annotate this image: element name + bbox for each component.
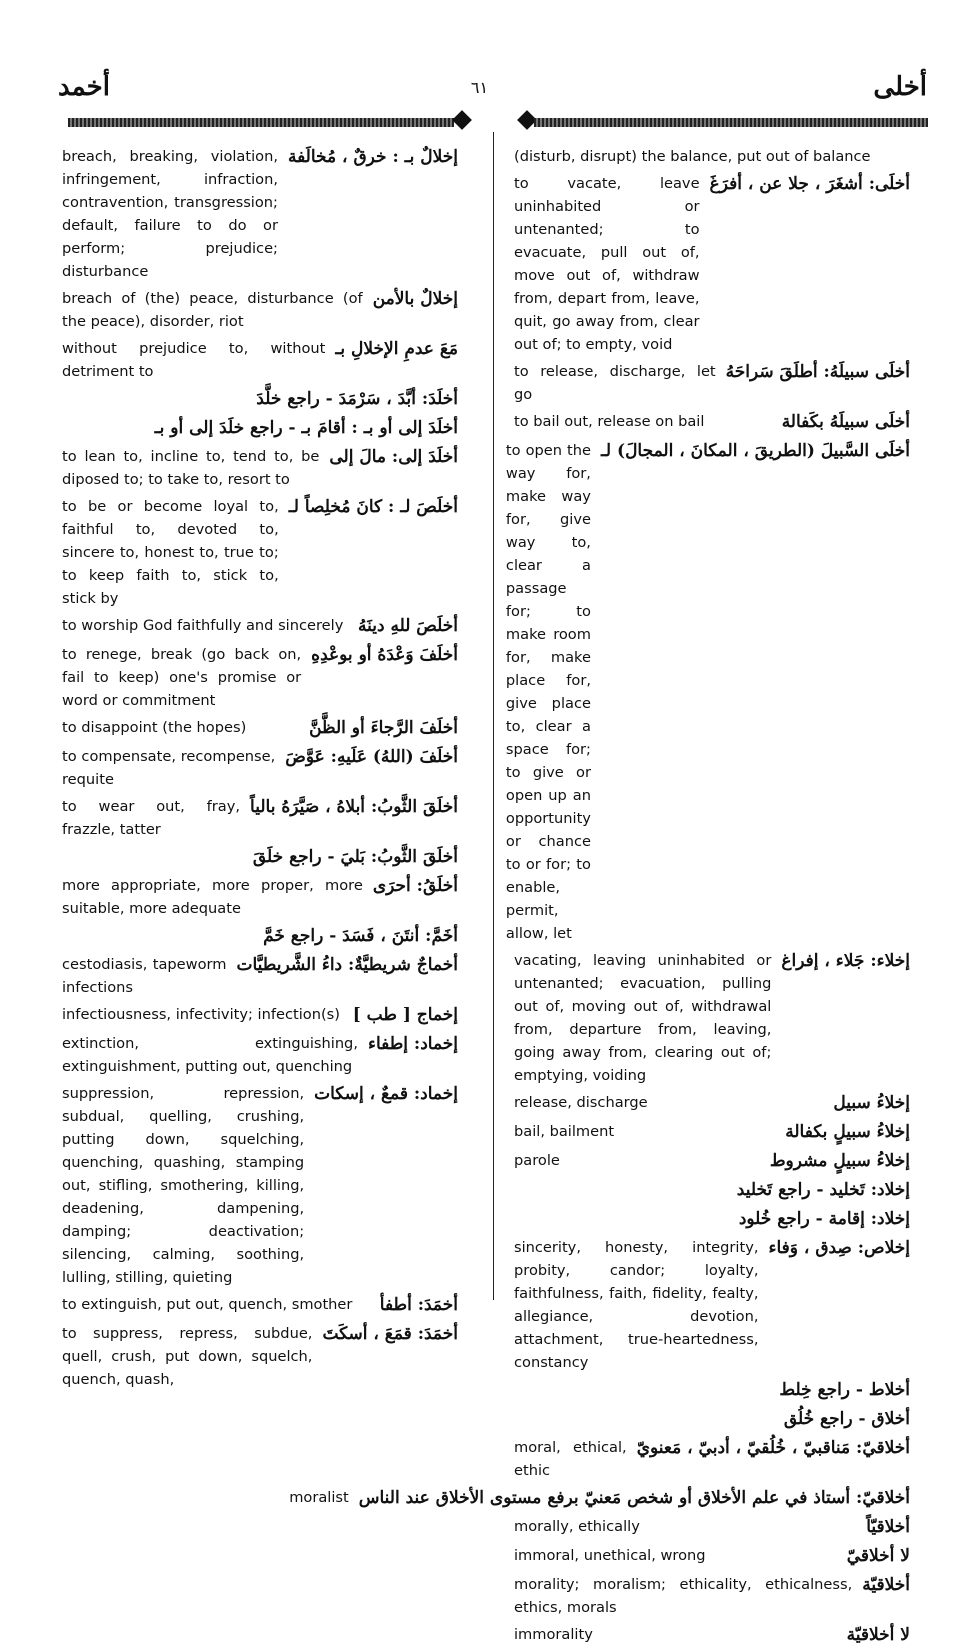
english-gloss: to bail out, release on bail	[514, 413, 705, 430]
dictionary-entry	[62, 643, 458, 712]
dictionary-entry	[62, 924, 458, 949]
dictionary-entry	[514, 1149, 910, 1174]
right-running-headword: أخلى	[873, 72, 927, 102]
dictionary-entry	[289, 1486, 910, 1511]
dictionary-entry	[514, 172, 910, 356]
dictionary-entry	[62, 1032, 458, 1078]
dictionary-entry	[62, 416, 458, 441]
header-rule-left	[68, 118, 454, 127]
arabic-headword: أخلاقيّاً	[866, 1517, 910, 1537]
arabic-headword: أخلَصَ لـ : كانَ مُخلِصاً لـ	[288, 497, 458, 517]
dictionary-entry	[505, 439, 910, 945]
english-gloss: morally, ethically	[514, 1518, 640, 1535]
dictionary-entry	[514, 410, 910, 435]
arabic-headword: أخَمَّ: أنتَنَ ، فَسَدَ - راجع خَمَّ	[263, 926, 458, 946]
english-gloss: breach of (the) peace, disturbance (of the peace), disorder, riot	[62, 290, 363, 330]
dictionary-entry	[514, 1544, 910, 1569]
english-gloss: immoral, unethical, wrong	[514, 1547, 706, 1564]
arabic-headword: إخلالٌ بالأمن	[372, 289, 458, 309]
arabic-headword: أخلاط - راجع خِلط	[779, 1380, 910, 1400]
arabic-headword: أخلَى سبيلَهُ: أطلَقَ سَراحَهُ	[725, 362, 910, 382]
arabic-headword: أخلَدَ إلى أو بـ : أقامَ بـ - راجع خلَدَ إلى أو بـ	[154, 418, 458, 438]
arabic-headword: إخلاء: جَلاء ، إفراغ	[781, 951, 910, 971]
header-diamond-left	[452, 110, 472, 130]
english-gloss: to worship God faithfully and sincerely	[62, 617, 344, 634]
arabic-headword: إخماد: قمعٌ ، إسكات	[314, 1084, 458, 1104]
english-gloss: to open the way for, make way for, give way to, clear a passage for; to make room for, make place for, give place to, clear a space for; to give or open up an opportunity or chance to or for; to enable, permit, allow, let	[505, 442, 591, 942]
arabic-headword: أخلَدَ إلى: مالَ إلى	[329, 447, 458, 467]
dictionary-entry	[62, 1082, 458, 1289]
arabic-headword: أخلَفَ (اللهُ) عَلَيهِ: عَوَّضَ	[285, 747, 458, 767]
english-gloss: to vacate, leave uninhabited or untenanted; to evacuate, pull out of, move out of, withdraw from, depart from, leave, quit, go away from, clear out of; to empty, void	[514, 175, 700, 353]
dictionary-entry	[514, 360, 910, 406]
english-gloss: sincerity, honesty, integrity, probity, candor; loyalty, faithfulness, faith, fidelity, fealty, allegiance, devotion, attachment, true-heartedness, constancy	[514, 1239, 759, 1371]
column-divider	[493, 132, 494, 1300]
english-gloss: moralist	[289, 1489, 349, 1506]
english-gloss: morality; moralism; ethicality, ethicalness, ethics, morals	[514, 1576, 853, 1616]
dictionary-entry	[62, 337, 458, 383]
arabic-headword: مَعَ عدمِ الإخلالِ بـ	[335, 339, 458, 359]
dictionary-entry	[514, 145, 910, 168]
dictionary-entry	[514, 1436, 910, 1482]
english-gloss: to suppress, repress, subdue, quell, crush, put down, squelch, quench, quash,	[62, 1325, 313, 1388]
dictionary-entry	[514, 1515, 910, 1540]
arabic-headword: إخلاص: صِدق ، وَفاء	[768, 1238, 910, 1258]
dictionary-entry	[514, 1407, 910, 1432]
arabic-headword: أخلاق - راجع خُلُق	[783, 1409, 910, 1429]
arabic-headword: إخلالٌ بـ : خرقٌ ، مُخالَفة	[287, 147, 458, 167]
english-gloss: release, discharge	[514, 1094, 648, 1111]
english-gloss: to extinguish, put out, quench, smother	[62, 1296, 353, 1313]
dictionary-entry	[62, 387, 458, 412]
dictionary-entry	[62, 953, 458, 999]
arabic-headword: أخلَقَ الثَّوبُ: بَليَ - راجع خلَقَ	[252, 847, 458, 867]
arabic-headword: إخلاءُ سبيلٍ مشروط	[769, 1151, 910, 1171]
english-gloss: to renege, break (go back on, fail to keep) one's promise or word or commitment	[62, 646, 302, 709]
english-gloss: more appropriate, more proper, more suitable, more adequate	[62, 877, 363, 917]
english-gloss: without prejudice to, without detriment to	[62, 340, 326, 380]
english-gloss: to disappoint (the hopes)	[62, 719, 247, 736]
english-gloss: breach, breaking, violation, infringement, infraction, contravention, transgression; default, failure to do or perform; prejudice; disturbance	[62, 148, 278, 280]
page-number: ٦١	[470, 78, 489, 97]
arabic-headword: أخلَى: أشغَرَ ، جلا عن ، أفرَغَ	[709, 174, 910, 194]
arabic-headword: لا أخلاقيّ	[846, 1546, 910, 1566]
english-gloss: to wear out, fray, frazzle, tatter	[62, 798, 241, 838]
dictionary-entry	[62, 845, 458, 870]
arabic-headword: أخمَدَ: قمَعَ ، أسكَتَ	[322, 1324, 458, 1344]
arabic-headword: أخلَقَ الثَّوبُ: أبلاهُ ، صَيَّرَهُ بالياً	[250, 797, 458, 817]
arabic-headword: إخماج [ طب ]	[352, 1005, 458, 1025]
arabic-headword: أخلَدَ: أبَّدَ ، سَرْمَدَ - راجع خلَّدَ	[256, 389, 458, 409]
dictionary-entry	[514, 1120, 910, 1145]
dictionary-entry	[62, 287, 458, 333]
arabic-headword: لا أخلاقيّة	[846, 1625, 910, 1645]
english-gloss: to compensate, recompense, requite	[62, 748, 276, 788]
arabic-headword: إخلاد: إقامة - راجع خُلود	[738, 1209, 910, 1229]
english-gloss: cestodiasis, tapeworm infections	[62, 956, 227, 996]
dictionary-entry	[62, 1003, 458, 1028]
dictionary-entry	[62, 874, 458, 920]
dictionary-entry	[514, 1573, 910, 1619]
english-gloss: vacating, leaving uninhabited or untenanted; evacuation, pulling out of, moving out of, withdrawal from, departure from, leaving, going away from, clearing out of; emptying, voiding	[514, 952, 772, 1084]
arabic-headword: إخلاد: تَخليد - راجع تَخليد	[736, 1180, 910, 1200]
english-gloss: to be or become loyal to, faithful to, devoted to, sincere to, honest to, true to; to keep faith to, stick to, stick by	[62, 498, 279, 607]
dictionary-entry	[514, 1378, 910, 1403]
arabic-headword: أخلَفَ وَعْدَهُ أو بوعْدِهِ	[311, 645, 458, 665]
dictionary-entry	[62, 145, 458, 283]
english-gloss: bail, bailment	[514, 1123, 615, 1140]
arabic-headword: إخماد: إطفاء	[367, 1034, 458, 1054]
english-gloss: to release, discharge, let go	[514, 363, 716, 403]
english-gloss: to lean to, incline to, tend to, be diposed to; to take to, resort to	[62, 448, 320, 488]
dictionary-entry	[62, 795, 458, 841]
dictionary-entry	[62, 745, 458, 791]
header-rule-right	[534, 118, 928, 127]
dictionary-entry	[62, 1293, 458, 1318]
dictionary-entry	[62, 716, 458, 741]
english-gloss: extinction, extinguishing, extinguishment, putting out, quenching	[62, 1035, 358, 1075]
dictionary-entry	[514, 1091, 910, 1116]
english-gloss: moral, ethical, ethic	[514, 1439, 627, 1479]
english-gloss: parole	[514, 1152, 560, 1169]
dictionary-entry	[514, 1178, 910, 1203]
english-gloss: immorality	[514, 1626, 593, 1643]
arabic-headword: أخلاقيّ: مَناقبيّ ، خُلُقيّ ، أدبيّ ، مَعنويّ	[636, 1438, 910, 1458]
dictionary-entry	[62, 614, 458, 639]
dictionary-entry	[514, 1623, 910, 1648]
arabic-headword: إخلاءُ سبيلٍ بكفالة	[785, 1122, 910, 1142]
left-running-headword: أخمد	[58, 72, 110, 102]
dictionary-entry	[514, 1207, 910, 1232]
arabic-headword: أخلاقيّة	[862, 1575, 910, 1595]
arabic-headword: أخمَدَ: أطفأ	[379, 1295, 458, 1315]
arabic-headword: أخماجٌ شريطيَّةٌ: داءُ الشَّريطيَّات	[236, 955, 458, 975]
arabic-headword: أخلَقُ: أحرَى	[372, 876, 458, 896]
english-gloss: (disturb, disrupt) the balance, put out of balance	[514, 148, 871, 165]
english-gloss: suppression, repression, subdual, quelling, crushing, putting down, squelching, quenching, quashing, stamping out, stifling, smothering, killing, deadening, dampening, damping; deactivation; silencing, calming, soothing, lulling, stilling, quieting	[62, 1085, 305, 1286]
dictionary-entry	[62, 445, 458, 491]
arabic-headword: أخلاقيّ: أستاذ في علم الأخلاق أو شخص مَعنيّ برفع مستوى الأخلاق عند الناس	[358, 1488, 910, 1508]
dictionary-entry	[62, 1322, 458, 1391]
left-column	[62, 145, 458, 1395]
dictionary-entry	[62, 495, 458, 610]
arabic-headword: إخلاءُ سبيل	[833, 1093, 910, 1113]
arabic-headword: أخلَى السَّبيلَ (الطريقَ ، المكانَ ، المجالَ) لـ	[600, 441, 910, 461]
arabic-headword: أخلَصَ للهِ دينَهُ	[358, 616, 458, 636]
arabic-headword: أخلَى سبيلَهُ بكَفالة	[781, 412, 910, 432]
english-gloss: infectiousness, infectivity; infection(s)	[62, 1006, 340, 1023]
dictionary-entry	[514, 949, 910, 1087]
dictionary-entry	[514, 1236, 910, 1374]
arabic-headword: أخلَفَ الرَّجاءَ أو الظَّنَّ	[309, 718, 458, 738]
